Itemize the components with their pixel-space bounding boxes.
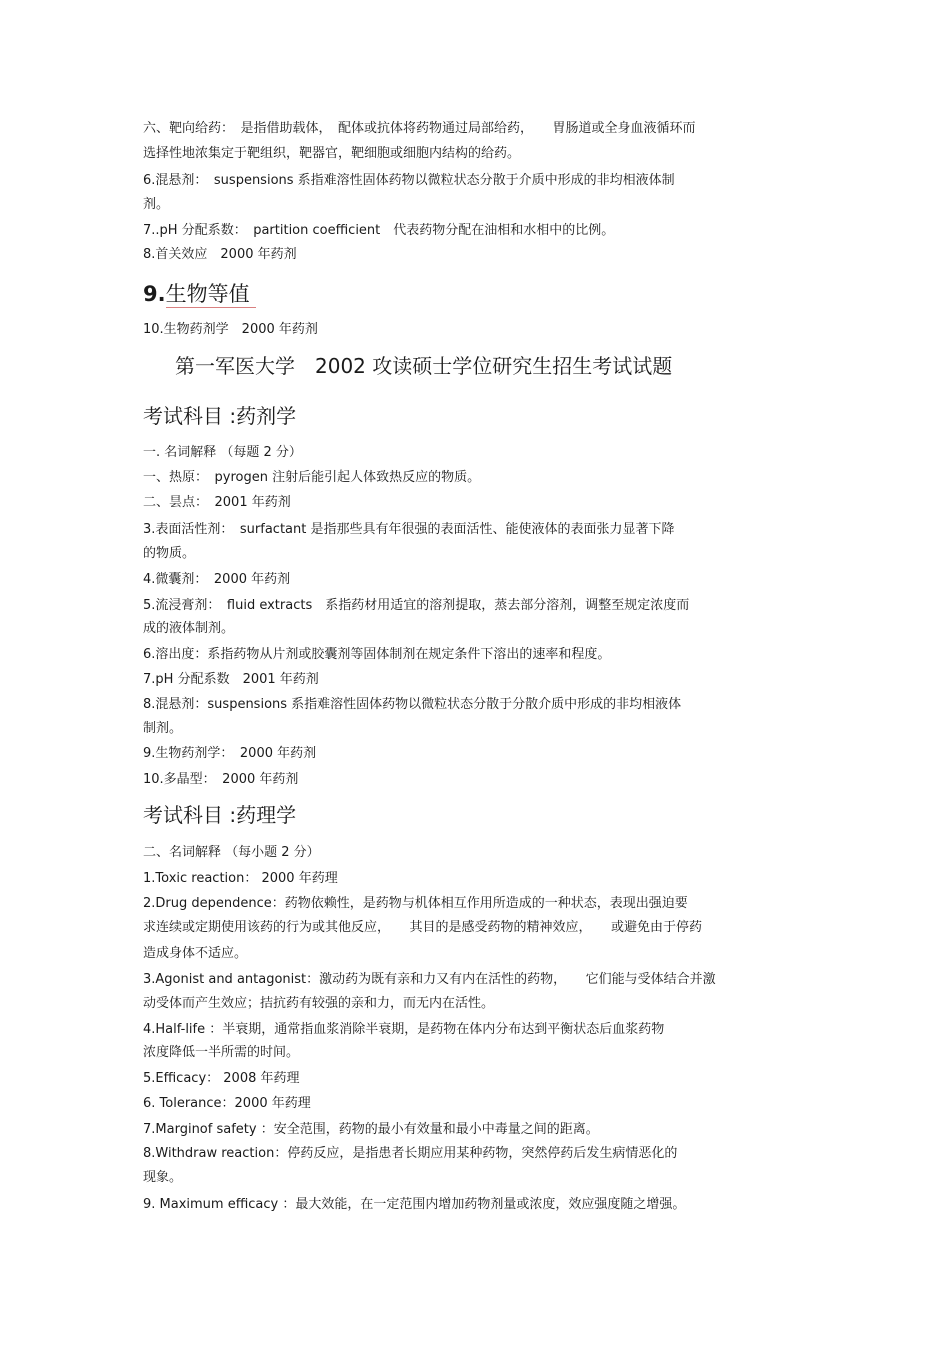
- text-line: 9.生物药剂学： 2000 年药剂: [143, 746, 317, 761]
- text-line: 7.Marginof safety ：安全范围，药物的最小有效量和最小中毒量之间的距离。: [143, 1122, 599, 1137]
- text-line: 的物质。: [143, 546, 196, 561]
- text-line: 8.首关效应 2000 年药剂: [143, 247, 297, 262]
- item-number: 9.: [143, 282, 166, 306]
- text-line: 1.Toxic reaction： 2000 年药理: [143, 871, 338, 886]
- text-line: 6.混悬剂： suspensions 系指难溶性固体药物以微粒状态分散于介质中形成的非均相液体制: [143, 173, 675, 188]
- item-title: 生物等值: [166, 282, 256, 308]
- text-line: 8.混悬剂：suspensions 系指难溶性固体药物以微粒状态分散于分散介质中形成的非均相液体: [143, 697, 682, 712]
- text-line: 3.表面活性剂： surfactant 是指那些具有年很强的表面活性、能使液体的表面张力显著下降: [143, 522, 675, 537]
- text-line: 4.微囊剂： 2000 年药剂: [143, 572, 291, 587]
- text-line: 9. Maximum efficacy ：最大效能，在一定范围内增加药物剂量或浓度，效应强度随之增强。: [143, 1197, 686, 1212]
- text-line: 一、热原： pyrogen 注射后能引起人体致热反应的物质。: [143, 470, 481, 485]
- text-line: 现象。: [143, 1170, 183, 1185]
- text-line: 二、名词解释 （每小题 2 分）: [143, 845, 320, 860]
- text-line: 动受体而产生效应；拮抗药有较强的亲和力，而无内在活性。: [143, 996, 495, 1011]
- subject-heading: 考试科目 :药理学: [143, 803, 297, 827]
- text-line: 7..pH 分配系数： partition coefficient 代表药物分配在油相和水相中的比例。: [143, 223, 615, 238]
- text-line: 5.流浸膏剂： fluid extracts 系指药材用适宜的溶剂提取，蒸去部分溶剂，调整至规定浓度而: [143, 598, 690, 613]
- text-line: 剂。: [143, 197, 170, 212]
- text-line: 6.溶出度：系指药物从片剂或胶囊剂等固体制剂在规定条件下溶出的速率和程度。: [143, 647, 611, 662]
- text-line: 一. 名词解释 （每题 2 分）: [143, 445, 302, 460]
- text-line: 制剂。: [143, 721, 183, 736]
- text-line: 10.生物药剂学 2000 年药剂: [143, 322, 318, 337]
- text-line: 10.多晶型： 2000 年药剂: [143, 772, 299, 787]
- text-line: 六、靶向给药： 是指借助载体， 配体或抗体将药物通过局部给药， 胃肠道或全身血液循环而: [143, 121, 696, 136]
- text-line: 浓度降低一半所需的时间。: [143, 1045, 300, 1060]
- text-line: 5.Efficacy： 2008 年药理: [143, 1071, 300, 1086]
- exam-title: 第一军医大学 2002 攻读硕士学位研究生招生考试试题: [175, 354, 673, 378]
- text-line: 造成身体不适应。: [143, 946, 248, 961]
- text-line: 7.pH 分配系数 2001 年药剂: [143, 672, 319, 687]
- text-line: 6. Tolerance：2000 年药理: [143, 1096, 311, 1111]
- text-line: 3.Agonist and antagonist：激动药为既有亲和力又有内在活性的药物， 它们能与受体结合并激: [143, 972, 716, 987]
- text-line: 8.Withdraw reaction：停药反应，是指患者长期应用某种药物，突然停药后发生病情恶化的: [143, 1146, 678, 1161]
- text-line: 2.Drug dependence：药物依赖性，是药物与机体相互作用所造成的一种状态，表现出强迫要: [143, 896, 688, 911]
- item-heading: [143, 281, 256, 307]
- subject-heading: 考试科目 :药剂学: [143, 404, 297, 428]
- text-line: 二、昙点： 2001 年药剂: [143, 495, 291, 510]
- text-line: 求连续或定期使用该药的行为或其他反应， 其目的是感受药物的精神效应， 或避免由于停药: [143, 920, 703, 935]
- text-line: 成的液体制剂。: [143, 621, 235, 636]
- text-line: 4.Half-life ：半衰期，通常指血浆消除半衰期，是药物在体内分布达到平衡状态后血浆药物: [143, 1022, 665, 1037]
- text-line: 选择性地浓集定于靶组织，靶器官，靶细胞或细胞内结构的给药。: [143, 146, 521, 161]
